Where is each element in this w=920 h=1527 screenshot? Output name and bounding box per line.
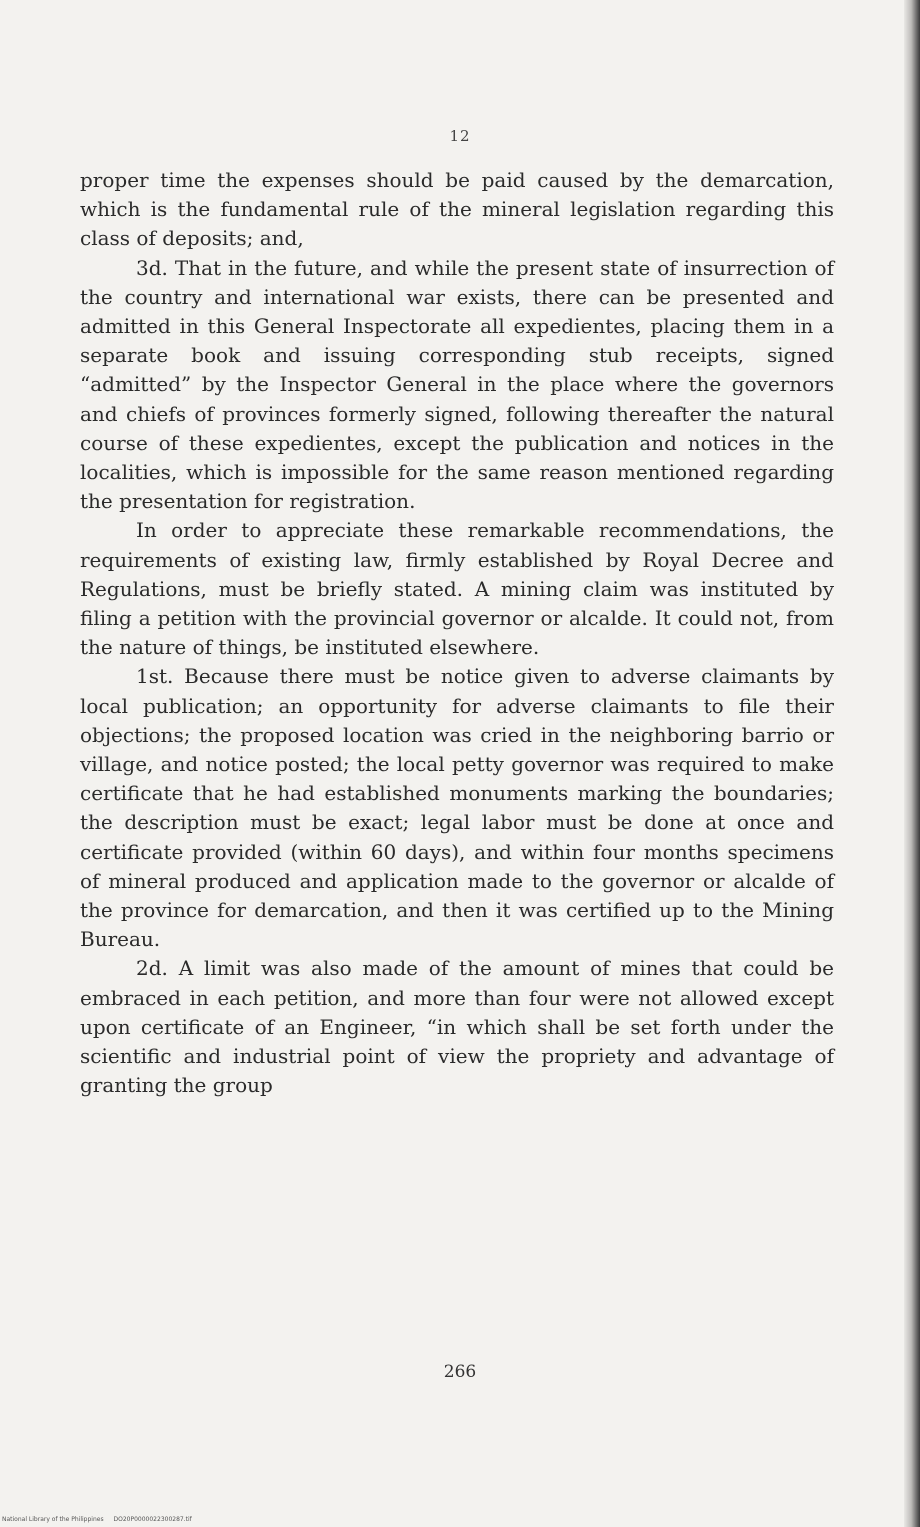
body-text <box>80 166 834 1101</box>
footer-institution: National Library of the Philippines <box>2 1516 104 1523</box>
page-edge-shadow <box>904 0 920 1527</box>
page-number-bottom: 266 <box>443 1362 477 1382</box>
footer-identifier: DO20P0000022300287.tif <box>113 1516 192 1523</box>
page-number-top: 12 <box>449 127 471 145</box>
paragraph-first-reason: 1st. Because there must be notice given to adverse claimants by local publication; an opportunity for adverse claimants to file their objections; the proposed location was cried in the neighboring barrio or village, and notice posted; the local petty governor was required to make certificate that he had established monuments marking the boundaries; the description must be exact; legal labor must be done at once and certificate provided (within 60 days), and within four months specimens of mineral produced and application made to the governor or alcalde of the province for demarcation, and then it was certified up to the Mining Bureau. <box>80 664 834 952</box>
paragraph-second-reason: 2d. A limit was also made of the amount of mines that could be embraced in each petition, and more than four were not allowed except upon certificate of an Engineer, “in which shall be set forth under the scientific and industrial point of view the propriety and advantage of granting the group <box>80 956 834 1098</box>
paragraph-requirements: In order to appreciate these remarkable recommendations, the requirements of existing law, firmly established by Royal Decree and Regulations, must be briefly stated. A mining claim was instituted by filing a petition with the provincial governor or alcalde. It could not, from the nature of things, be instituted elsewhere. <box>80 518 834 660</box>
paragraph-continuation: proper time the expenses should be paid caused by the demarcation, which is the fundamental rule of the mineral legislation regarding this class of deposits; and, <box>80 168 834 251</box>
scan-footer <box>2 1516 192 1523</box>
paragraph-third-recommendation: 3d. That in the future, and while the present state of insurrection of the country and international war exists, there can be presented and admitted in this General Inspectorate all expedientes, placing them in a separate book and issuing corresponding stub receipts, signed “admitted” by the Inspector General in the place where the governors and chiefs of provinces formerly signed, following thereafter the natural course of these expedientes, except the publication and notices in the localities, which is impossible for the same reason mentioned regarding the presentation for registration. <box>80 255 834 514</box>
